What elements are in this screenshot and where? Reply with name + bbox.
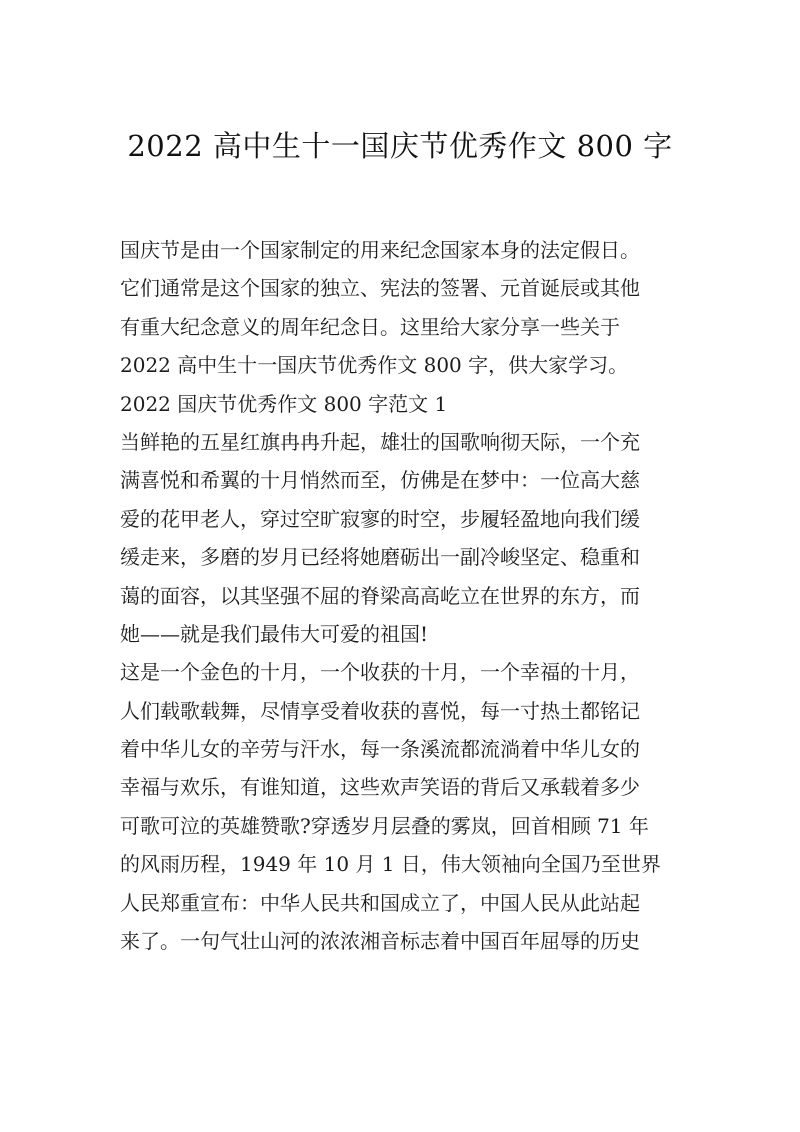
text-line: 人们载歌载舞，尽情享受着收获的喜悦，每一寸热土都铭记: [120, 698, 640, 723]
text-line: 有重大纪念意义的周年纪念日。这里给大家分享一些关于: [120, 314, 620, 339]
text-line: 2022 高中生十一国庆节优秀作文 800 字，供大家学习。: [120, 353, 629, 378]
text-line: 幸福与欢乐，有谁知道，这些欢声笑语的背后又承载着多少: [120, 775, 640, 800]
text-line: 当鲜艳的五星红旗冉冉升起，雄壮的国歌响彻天际，一个充: [120, 429, 640, 454]
text-line: 她——就是我们最伟大可爱的祖国!: [120, 621, 429, 646]
text-line: 可歌可泣的英雄赞歌?穿透岁月层叠的雾岚，回首相顾 71 年: [120, 813, 649, 838]
text-line: 国庆节是由一个国家制定的用来纪念国家本身的法定假日。: [120, 238, 640, 262]
document-title: 2022 高中生十一国庆节优秀作文 800 字: [127, 129, 673, 163]
document-body: [120, 231, 690, 960]
text-line: 来了。一句气壮山河的浓浓湘音标志着中国百年屈辱的历史: [120, 929, 640, 954]
text-line: 这是一个金色的十月，一个收获的十月，一个幸福的十月，: [120, 660, 640, 685]
text-line: 它们通常是这个国家的独立、宪法的签署、元首诞辰或其他: [120, 276, 640, 301]
text-line: 爱的花甲老人，穿过空旷寂寥的时空，步履轻盈地向我们缓: [120, 506, 640, 531]
text-line: 蔼的面容，以其坚强不屈的脊梁高高屹立在世界的东方，而: [120, 583, 640, 608]
text-line: 满喜悦和希翼的十月悄然而至，仿佛是在梦中：一位高大慈: [120, 468, 640, 493]
text-line: 着中华儿女的辛劳与汗水，每一条溪流都流淌着中华儿女的: [120, 737, 640, 762]
text-line: 缓走来，多磨的岁月已经将她磨砺出一副冷峻坚定、稳重和: [120, 545, 640, 570]
text-line: 的风雨历程，1949 年 10 月 1 日，伟大领袖向全国乃至世界: [120, 852, 661, 877]
section-heading: 2022 国庆节优秀作文 800 字范文 1: [120, 391, 448, 416]
text-line: 人民郑重宣布：中华人民共和国成立了，中国人民从此站起: [120, 890, 640, 915]
